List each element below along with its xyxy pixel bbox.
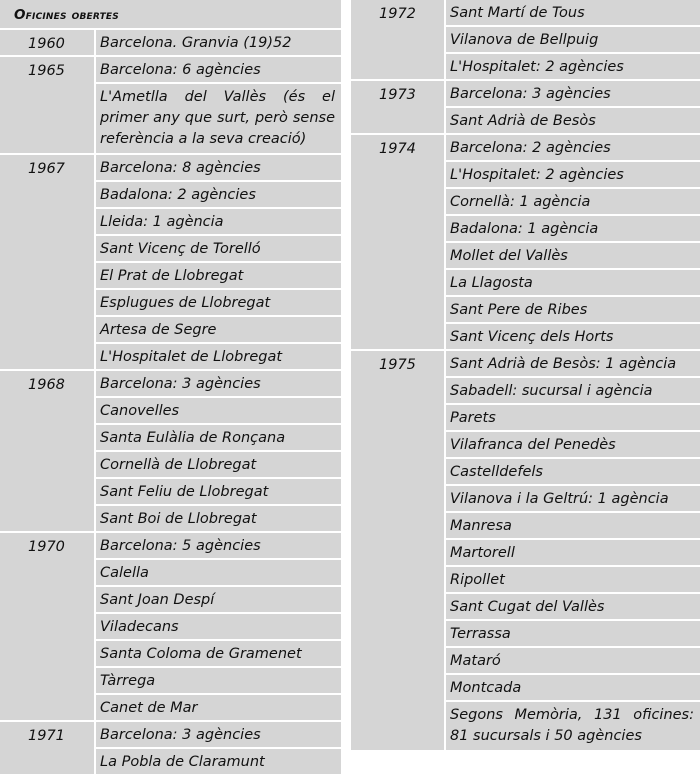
office-entry: Montcada — [446, 675, 700, 702]
year-label: 1973 — [351, 81, 444, 135]
office-list — [96, 371, 341, 533]
office-entry: Sant Vicenç de Torelló — [96, 236, 341, 263]
office-entry: Artesa de Segre — [96, 317, 341, 344]
office-entry: El Prat de Llobregat — [96, 263, 341, 290]
office-entry: Badalona: 1 agència — [446, 216, 700, 243]
left-year-groups — [0, 30, 341, 776]
office-entry: Canet de Mar — [96, 695, 341, 722]
office-entry: Barcelona: 3 agències — [96, 722, 341, 749]
year-label: 1974 — [351, 135, 444, 351]
office-entry: Santa Coloma de Gramenet — [96, 641, 341, 668]
office-list — [446, 0, 700, 81]
year-group — [0, 155, 341, 371]
office-list — [96, 722, 341, 776]
office-entry: Castelldefels — [446, 459, 700, 486]
office-entry: Barcelona: 8 agències — [96, 155, 341, 182]
office-entry: Ripollet — [446, 567, 700, 594]
office-entry: Parets — [446, 405, 700, 432]
year-group — [0, 30, 341, 57]
office-entry: Canovelles — [96, 398, 341, 425]
office-entry: Viladecans — [96, 614, 341, 641]
office-entry: Lleida: 1 agència — [96, 209, 341, 236]
office-entry: Barcelona: 2 agències — [446, 135, 700, 162]
office-list — [446, 135, 700, 351]
office-entry: L'Hospitalet: 2 agències — [446, 54, 700, 81]
office-entry: Sabadell: sucursal i agència — [446, 378, 700, 405]
office-list — [446, 81, 700, 135]
office-list — [446, 351, 700, 752]
office-entry: Barcelona: 5 agències — [96, 533, 341, 560]
office-entry: Tàrrega — [96, 668, 341, 695]
office-entry: Barcelona: 3 agències — [96, 371, 341, 398]
right-year-groups — [351, 0, 700, 752]
office-entry: Martorell — [446, 540, 700, 567]
year-label: 1967 — [0, 155, 94, 371]
year-group — [351, 135, 700, 351]
office-entry: L'Hospitalet de Llobregat — [96, 344, 341, 371]
year-label: 1971 — [0, 722, 94, 776]
office-entry: Sant Vicenç dels Horts — [446, 324, 700, 351]
year-group — [0, 722, 341, 776]
office-entry: Calella — [96, 560, 341, 587]
office-entry: Sant Martí de Tous — [446, 0, 700, 27]
office-entry: Barcelona. Granvia (19)52 — [96, 30, 341, 57]
office-entry: Badalona: 2 agències — [96, 182, 341, 209]
office-entry: Vilafranca del Penedès — [446, 432, 700, 459]
office-entry: La Pobla de Claramunt — [96, 749, 341, 776]
office-entry: Manresa — [446, 513, 700, 540]
year-group — [0, 533, 341, 722]
office-entry: Vilanova i la Geltrú: 1 agència — [446, 486, 700, 513]
office-entry: Sant Feliu de Llobregat — [96, 479, 341, 506]
right-column — [351, 0, 700, 752]
office-entry: L'Hospitalet: 2 agències — [446, 162, 700, 189]
year-label: 1968 — [0, 371, 94, 533]
office-entry: Vilanova de Bellpuig — [446, 27, 700, 54]
office-entry: Sant Adrià de Besòs — [446, 108, 700, 135]
year-group — [351, 81, 700, 135]
office-entry: Sant Cugat del Vallès — [446, 594, 700, 621]
office-list — [96, 533, 341, 722]
office-entry: Sant Adrià de Besòs: 1 agència — [446, 351, 700, 378]
year-group — [0, 371, 341, 533]
office-entry: Esplugues de Llobregat — [96, 290, 341, 317]
office-entry: Sant Boi de Llobregat — [96, 506, 341, 533]
year-label: 1975 — [351, 351, 444, 752]
office-list — [96, 57, 341, 155]
office-entry: Barcelona: 6 agències — [96, 57, 341, 84]
year-label: 1970 — [0, 533, 94, 722]
office-entry: Segons Memòria, 131 oficines: 81 sucursals i 50 agències — [446, 702, 700, 752]
year-group — [351, 351, 700, 752]
office-entry: Cornellà: 1 agència — [446, 189, 700, 216]
office-entry: Mataró — [446, 648, 700, 675]
office-entry: L'Ametlla del Vallès (és el primer any que surt, però sense referència a la seva creació) — [96, 84, 341, 155]
office-entry: Sant Joan Despí — [96, 587, 341, 614]
table-title: Oficines obertes — [0, 0, 341, 30]
office-entry: Sant Pere de Ribes — [446, 297, 700, 324]
office-entry: Cornellà de Llobregat — [96, 452, 341, 479]
office-list — [96, 155, 341, 371]
office-entry: Santa Eulàlia de Ronçana — [96, 425, 341, 452]
year-label: 1972 — [351, 0, 444, 81]
office-entry: Barcelona: 3 agències — [446, 81, 700, 108]
office-entry: La Llagosta — [446, 270, 700, 297]
year-label: 1960 — [0, 30, 94, 57]
year-label: 1965 — [0, 57, 94, 155]
left-column — [0, 0, 341, 776]
office-list — [96, 30, 341, 57]
year-group — [0, 57, 341, 155]
office-entry: Terrassa — [446, 621, 700, 648]
office-entry: Mollet del Vallès — [446, 243, 700, 270]
year-group — [351, 0, 700, 81]
